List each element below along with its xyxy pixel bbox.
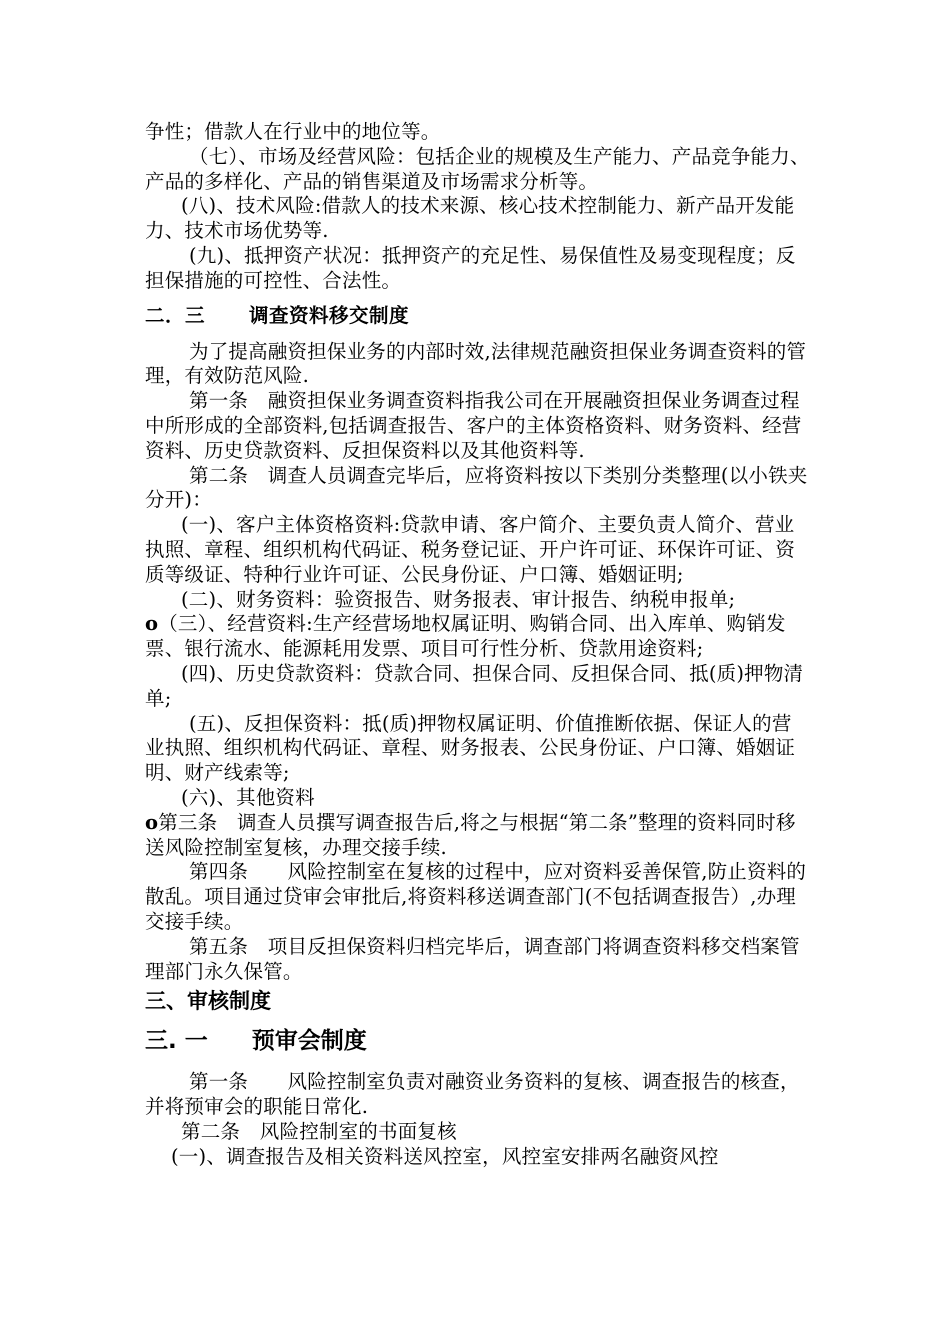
paragraph: (一)、调查报告及相关资料送风控室，风控室安排两名融资风控: [171, 1144, 719, 1168]
document-body: [145, 120, 810, 1169]
paragraph-with-bullet: [145, 612, 810, 662]
paragraph: 第一条 融资担保业务调查资料指我公司在开展融资担保业务调查过程中所形成的全部资料,包括调查报告、客户的主体资格资料、财务资料、经营资料、历史贷款资料、反担保资料以及其他资料等.: [145, 389, 802, 462]
section-title: 预审会制度: [251, 1028, 367, 1055]
paragraph: (四)、历史贷款资料：贷款合同、担保合同、反担保合同、抵(质)押物清单;: [145, 661, 804, 710]
paragraph-with-bullet: [145, 811, 810, 861]
paragraph: (九)、抵押资产状况：抵押资产的充足性、易保值性及易变现程度；反担保措施的可控性、合法性。: [145, 243, 796, 292]
paragraph: 第二条 调查人员调查完毕后，应将资料按以下类别分类整理(以小铁夹分开)：: [145, 463, 808, 512]
paragraph: 为了提高融资担保业务的内部时效,法律规范融资担保业务调查资料的管理，有效防范风险.: [145, 339, 807, 388]
paragraph: 第一条 风险控制室负责对融资业务资料的复核、调查报告的核查，并将预审会的职能日常化.: [145, 1070, 800, 1119]
paragraph: (二)、财务资料：验资报告、财务报表、审计报告、纳税申报单;: [181, 587, 736, 611]
paragraph: （七）、市场及经营风险：包括企业的规模及生产能力、产品竞争能力、产品的多样化、产品的销售渠道及市场需求分析等。: [145, 144, 810, 193]
paragraph: (八)、技术风险:借款人的技术来源、核心技术控制能力、新产品开发能力、技术市场优势等.: [145, 194, 795, 243]
paragraph: (五)、反担保资料：抵(质)押物权属证明、价值推断依据、保证人的营业执照、组织机构代码证、章程、财务报表、公民身份证、户口簿、婚姻证明、财产线索等;: [145, 711, 796, 785]
section-heading-3-1: [145, 1026, 810, 1056]
paragraph-text: （三）、经营资料:生产经营场地权属证明、购销合同、出入库单、购销发票、银行流水、能源耗用发票、项目可行性分析、贷款用途资料;: [145, 612, 786, 661]
paragraph: 第五条 项目反担保资料归档完毕后，调查部门将调查资料移交档案管理部门永久保管。: [145, 934, 800, 983]
paragraph: 争性；借款人在行业中的地位等。: [145, 120, 441, 143]
paragraph: 第四条 风险控制室在复核的过程中，应对资料妥善保管,防止资料的散乱。项目通过贷审会审批后,将资料移送调查部门(不包括调查报告）,办理交接手续。: [145, 860, 807, 933]
section-title: 调查资料移交制度: [249, 303, 410, 327]
paragraph: (一)、客户主体资格资料:贷款申请、客户简介、主要负责人简介、营业执照、章程、组织机构代码证、税务登记证、开户许可证、环保许可证、资质等级证、特种行业许可证、公民身份证、户口簿、婚姻证明;: [145, 513, 796, 586]
paragraph: 第二条 风险控制室的书面复核: [181, 1119, 457, 1143]
bullet-mark: o: [145, 810, 159, 834]
section-heading-2-3: [145, 304, 810, 328]
paragraph: (六)、其他资料: [181, 785, 315, 809]
section-number: 二．三: [145, 303, 206, 327]
section-heading-3: 三、审核制度: [145, 989, 271, 1014]
section-number: 三. 一: [145, 1028, 208, 1055]
paragraph-text: 第三条 调查人员撰写调查报告后,将之与根据“第二条”整理的资料同时移送风险控制室复核，办理交接手续.: [145, 810, 796, 859]
bullet-mark: o: [145, 612, 159, 636]
